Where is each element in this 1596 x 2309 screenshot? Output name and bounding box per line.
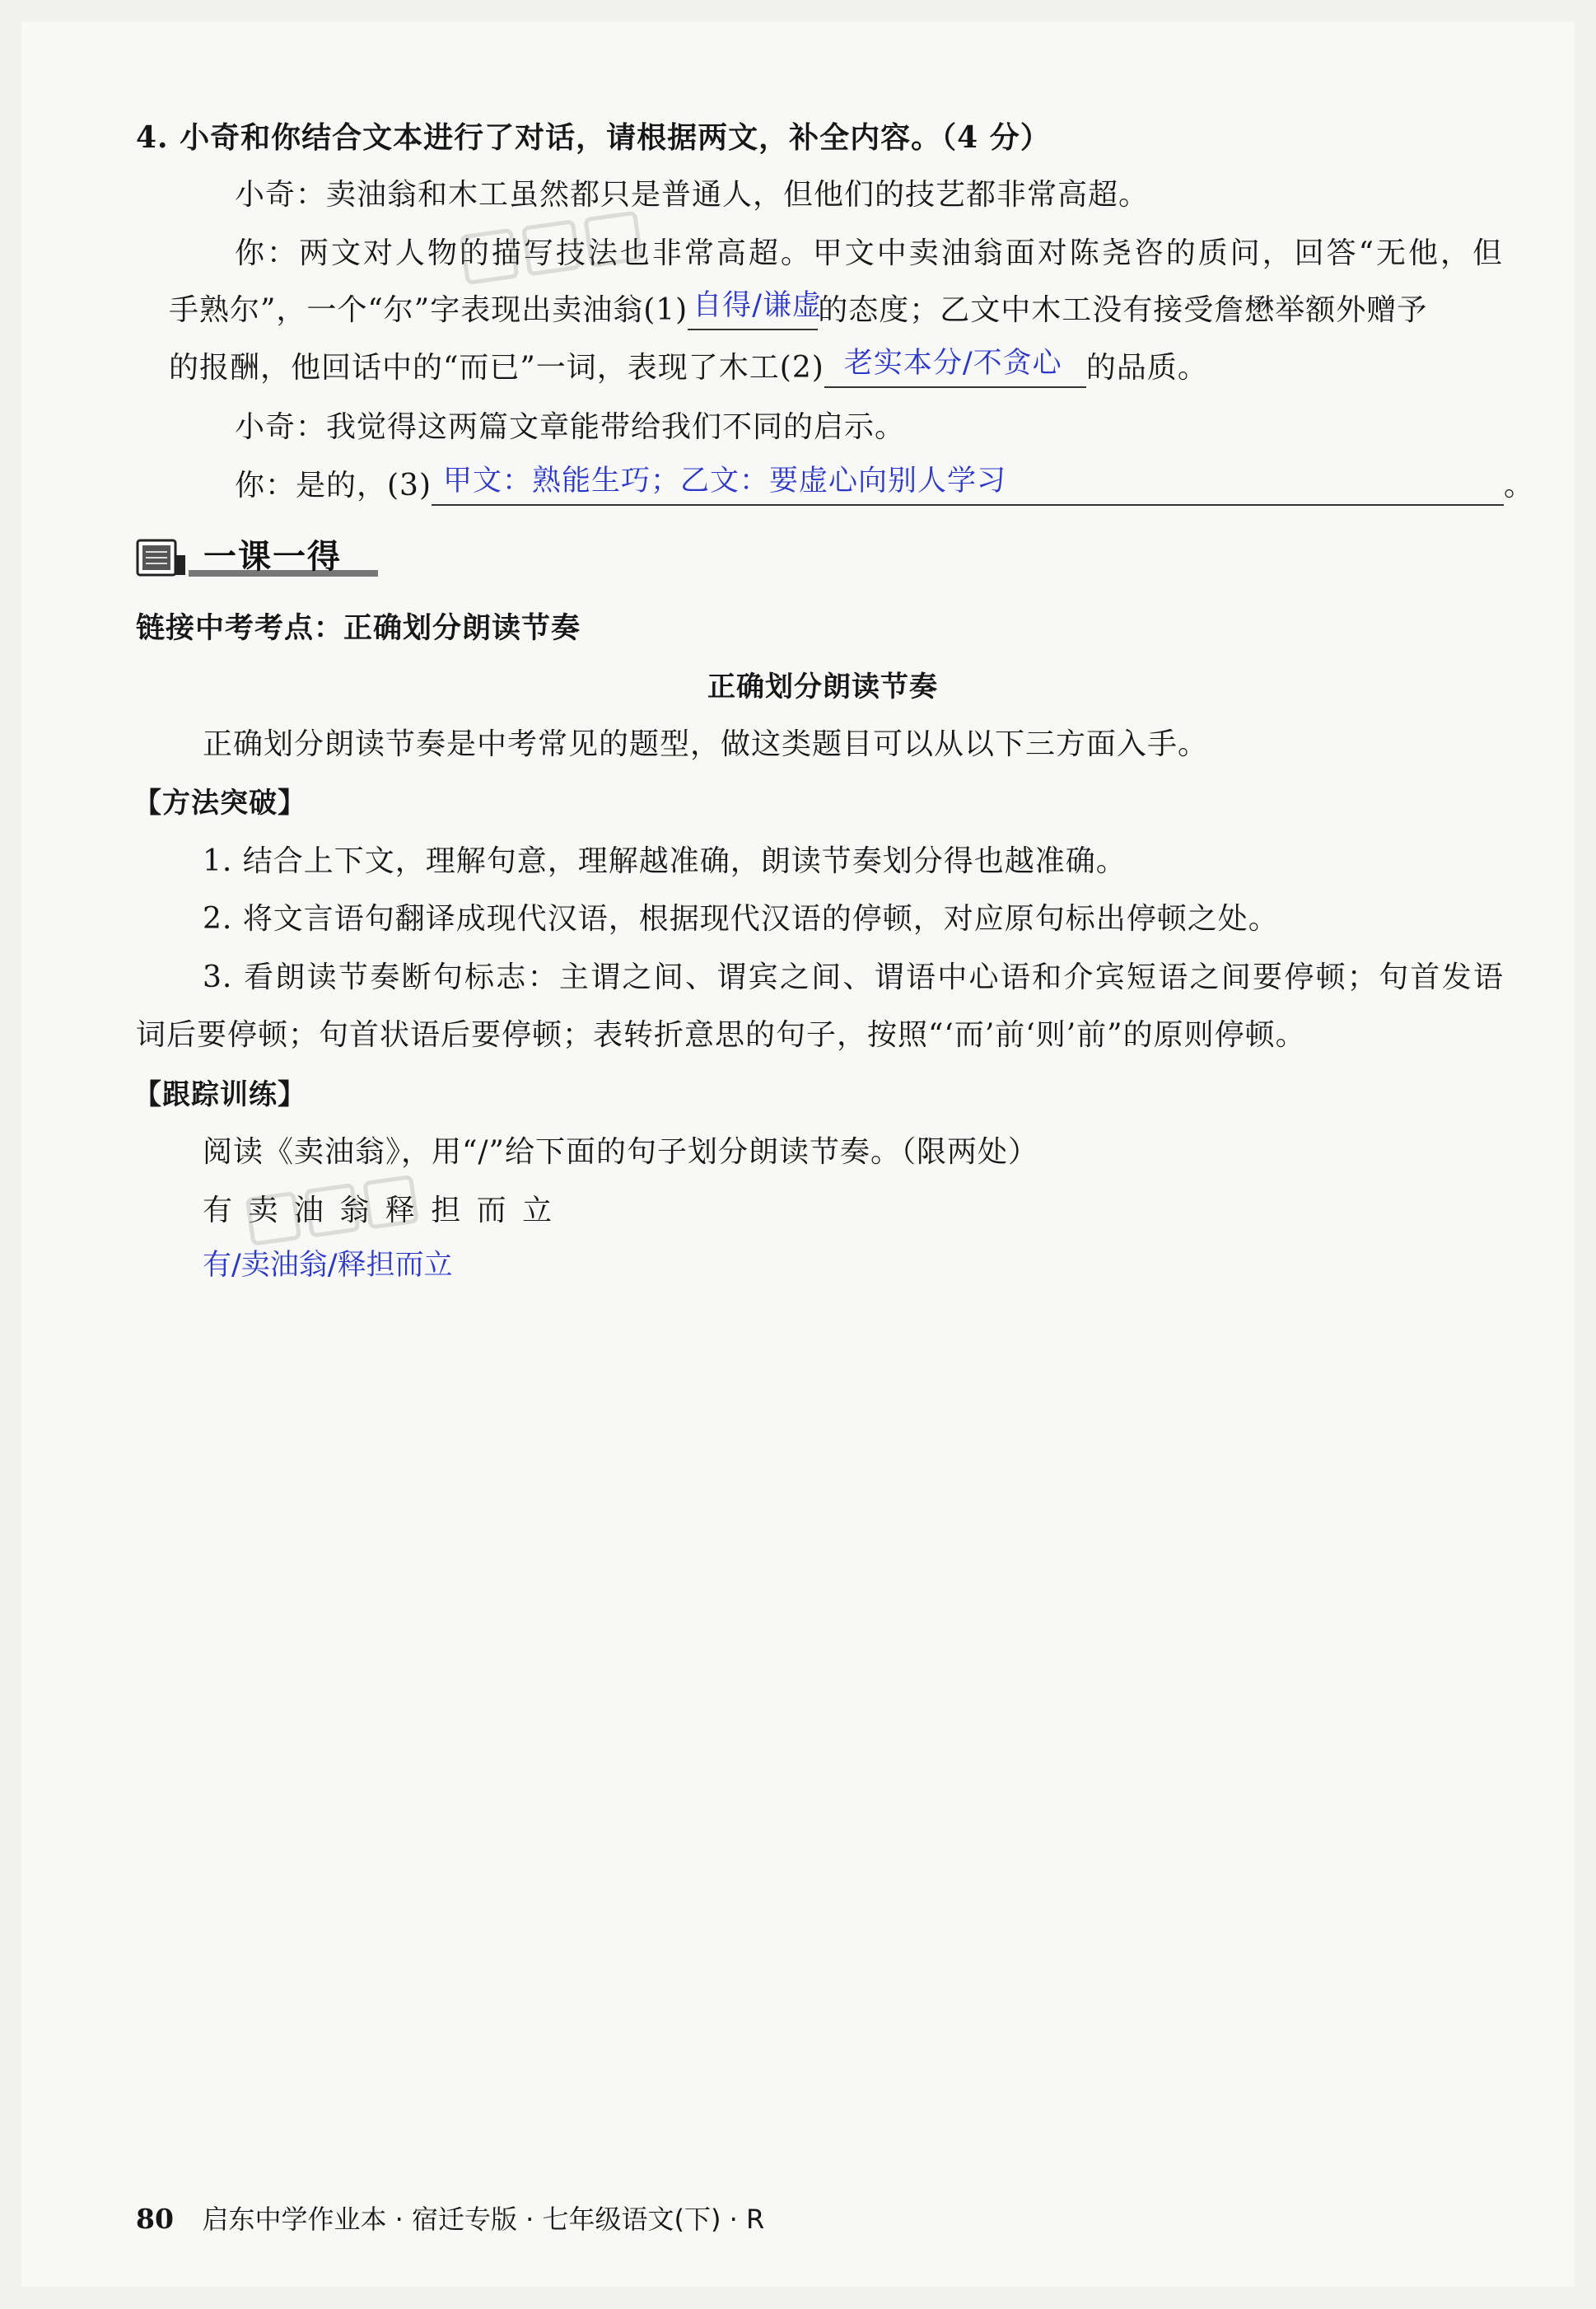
answer-3: 甲文：熟能生巧；乙文：要虚心向别人学习 bbox=[443, 465, 1007, 498]
answer-blank-1 bbox=[688, 289, 823, 330]
training-label: 【跟踪训练】 bbox=[133, 1078, 306, 1111]
section-heading-text: 一课一得 bbox=[203, 538, 342, 576]
footer bbox=[136, 2201, 764, 2237]
method-label: 【方法突破】 bbox=[133, 787, 306, 820]
method-3-line-1: 3. 看朗读节奏断句标志：主谓之间、谓宾之间、谓语中心语和介宾短语之间要停顿；句首发语 bbox=[203, 961, 1504, 994]
method-3-line-2: 词后要停顿；句首状语后要停顿；表转折意思的句子，按照“‘而’前‘则’前”的原则停顿。 bbox=[136, 1018, 1306, 1052]
training-answer: 有/卖油翁/释担而立 bbox=[203, 1249, 453, 1282]
question-4-title: 4. 小奇和你结合文本进行了对话，请根据两文，补全内容。（4 分） bbox=[136, 120, 1051, 155]
answer-blank-2 bbox=[824, 348, 1086, 388]
dialogue-line-3: 手熟尔”，一个“尔”字表现出卖油翁(1) 自得/谦虚 的态度；乙文中木工没有接受詹懋举额外赠予 bbox=[169, 291, 1503, 330]
page-number: 80 bbox=[136, 2203, 174, 2235]
answer-2: 老实本分/不贪心 bbox=[843, 347, 1062, 380]
training-instruction: 阅读《卖油翁》，用“/”给下面的句子划分朗读节奏。（限两处） bbox=[203, 1135, 1038, 1169]
link-title: 链接中考考点：正确划分朗读节奏 bbox=[136, 612, 581, 645]
training-sentence: 有 卖 油 翁 释 担 而 立 bbox=[203, 1194, 556, 1227]
section-heading bbox=[136, 534, 383, 583]
answer-1: 自得/谦虚 bbox=[693, 289, 823, 322]
center-title: 正确划分朗读节奏 bbox=[707, 671, 938, 703]
method-1: 1. 结合上下文，理解句意，理解越准确，朗读节奏划分得也越准确。 bbox=[203, 844, 1127, 878]
answer-blank-3 bbox=[432, 466, 1504, 506]
dialogue-line-2: 你：两文对人物的描写技法也非常高超。甲文中卖油翁面对陈尧咨的质问，回答“无他，但 bbox=[235, 236, 1503, 270]
book-title: 启东中学作业本 · 宿迁专版 · 七年级语文(下) · R bbox=[202, 2204, 765, 2235]
dialogue-line-4: 的报酬，他回话中的“而已”一词，表现了木工(2) 老实本分/不贪心 的品质。 bbox=[169, 348, 1208, 388]
dialogue-line-5: 小奇：我觉得这两篇文章能带给我们不同的启示。 bbox=[235, 410, 906, 444]
method-2: 2. 将文言语句翻译成现代汉语，根据现代汉语的停顿，对应原句标出停顿之处。 bbox=[203, 902, 1279, 936]
dialogue-line-1: 小奇：卖油翁和木工虽然都只是普通人，但他们的技艺都非常高超。 bbox=[235, 178, 1150, 212]
dialogue-line-6: 你：是的，(3) 甲文：熟能生巧；乙文：要虚心向别人学习 。 bbox=[235, 466, 1534, 506]
intro-text: 正确划分朗读节奏是中考常见的题型，做这类题目可以从以下三方面入手。 bbox=[203, 727, 1209, 761]
notebook-icon bbox=[136, 537, 187, 580]
